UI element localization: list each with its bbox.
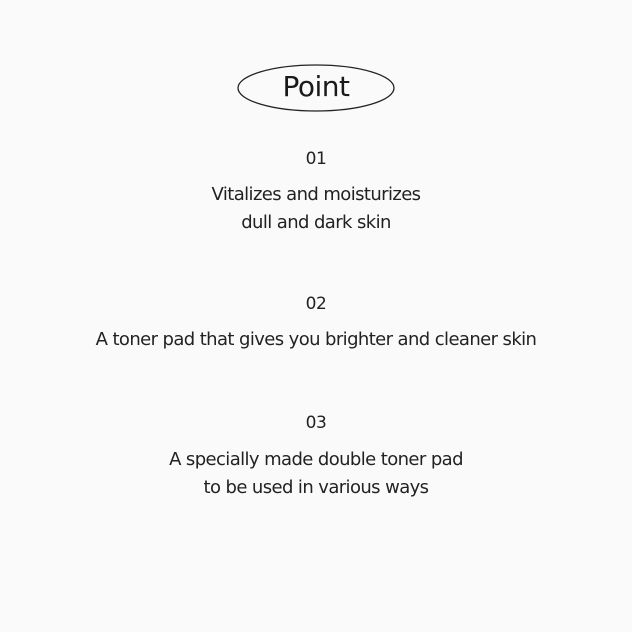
point-2-line-1: A toner pad that gives you brighter and cleaner skin bbox=[95, 329, 537, 350]
title-badge bbox=[235, 62, 397, 114]
point-1-line-1: Vitalizes and moisturizes bbox=[211, 184, 421, 205]
point-number-3: 03 bbox=[305, 413, 327, 433]
point-description-3 bbox=[0, 446, 632, 502]
point-description-1 bbox=[0, 181, 632, 237]
point-description-2 bbox=[0, 326, 632, 354]
point-3-line-1: A specially made double toner pad bbox=[169, 449, 463, 470]
point-number-2: 02 bbox=[305, 294, 327, 314]
point-3-line-2: to be used in various ways bbox=[203, 477, 429, 498]
page-title: Point bbox=[282, 70, 350, 103]
point-number-1: 01 bbox=[305, 149, 327, 169]
point-1-line-2: dull and dark skin bbox=[241, 212, 391, 233]
